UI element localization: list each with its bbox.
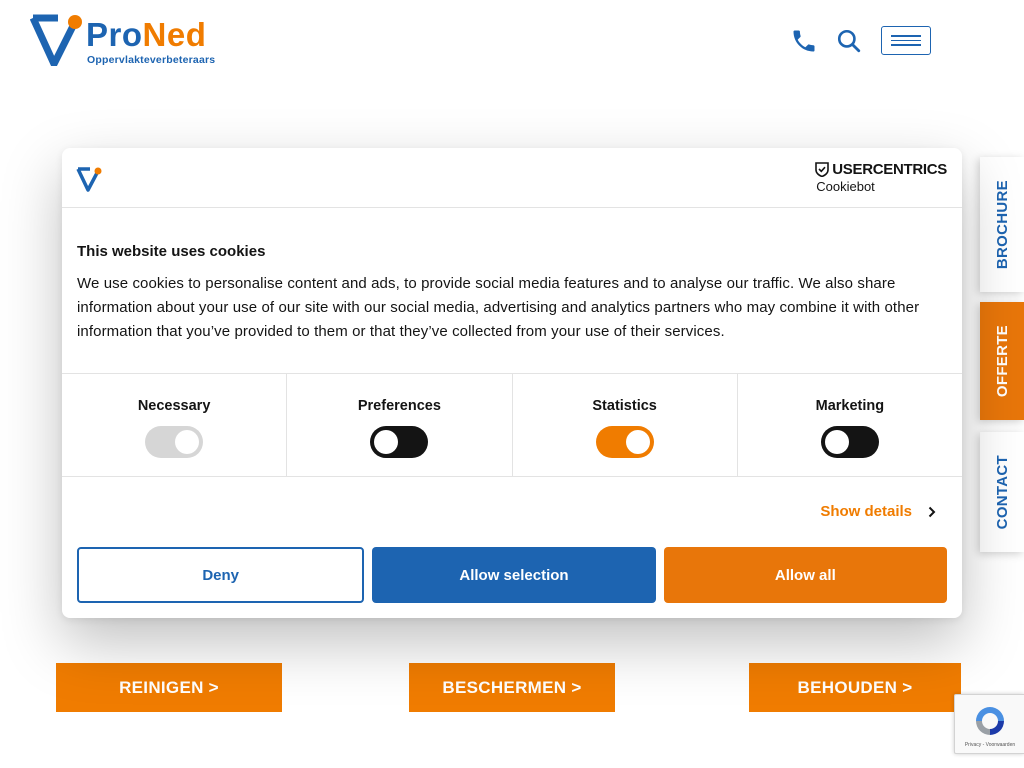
beschermen-button[interactable]: BESCHERMEN > [409,663,615,712]
category-label: Preferences [357,398,441,414]
marketing-toggle[interactable] [821,426,879,458]
side-tab-brochure[interactable] [980,157,1024,292]
cookie-actions [77,547,947,603]
category-label: Marketing [815,398,885,414]
preferences-toggle[interactable] [370,426,428,458]
menu-button[interactable] [881,26,931,55]
side-tab-offerte[interactable] [980,302,1024,420]
menu-icon-line [891,35,921,37]
pronned-logo[interactable] [30,14,220,68]
recaptcha-badge[interactable] [954,694,1024,754]
recaptcha-links[interactable]: Privacy - Voorwaarden [964,742,1016,748]
cookiebot-label: Cookiebot [816,179,875,194]
cookie-dialog-title: This website uses cookies [77,243,266,260]
logo-wordmark: ProNed [86,16,207,53]
chevron-right-icon [928,506,936,518]
category-marketing [738,374,962,476]
show-details-link[interactable] [820,503,936,520]
cookie-dialog-description: We use cookies to personalise content and ads, to provide social media features and to analyse our traffic. We also share information about your use of our site with our social media, advertising and analytics partners who may combine it with other information that you’ve provided to them or that they’ve collected from your use of their services. [77,275,920,340]
category-label: Statistics [592,398,657,414]
behouden-button[interactable]: BEHOUDEN > [749,663,961,712]
cookie-consent-dialog [62,148,962,618]
necessary-toggle [145,426,203,458]
search-icon [836,28,862,54]
usercentrics-label: USERCENTRICS [832,161,947,178]
recaptcha-icon [974,705,1006,737]
shield-icon [815,162,829,177]
category-label: Necessary [137,398,211,414]
reinigen-button[interactable]: REINIGEN > [56,663,282,712]
category-preferences [287,374,512,476]
category-statistics [513,374,738,476]
pronned-logo-icon [30,14,82,66]
deny-button[interactable]: Deny [77,547,364,603]
cookie-categories [62,373,962,477]
usercentrics-cookiebot-logo[interactable] [815,162,947,194]
side-tab-contact-label: CONTACT [993,454,1011,530]
allow-all-button[interactable]: Allow all [664,547,947,603]
logo-tagline: Oppervlakteverbeteraars [87,54,216,66]
statistics-toggle[interactable] [596,426,654,458]
side-tab-brochure-label: BROCHURE [993,179,1011,270]
category-necessary [62,374,287,476]
side-tab-contact[interactable] [980,432,1024,552]
allow-selection-button[interactable]: Allow selection [372,547,655,603]
pronned-logo-icon [76,166,102,192]
phone-icon [790,27,818,55]
menu-icon-line [891,40,921,42]
show-details-label: Show details [820,503,912,520]
menu-icon-line [891,44,921,46]
search-button[interactable] [834,26,864,56]
cookie-dialog-header [62,148,962,208]
phone-button[interactable] [789,26,819,56]
side-tab-offerte-label: OFFERTE [993,324,1011,398]
